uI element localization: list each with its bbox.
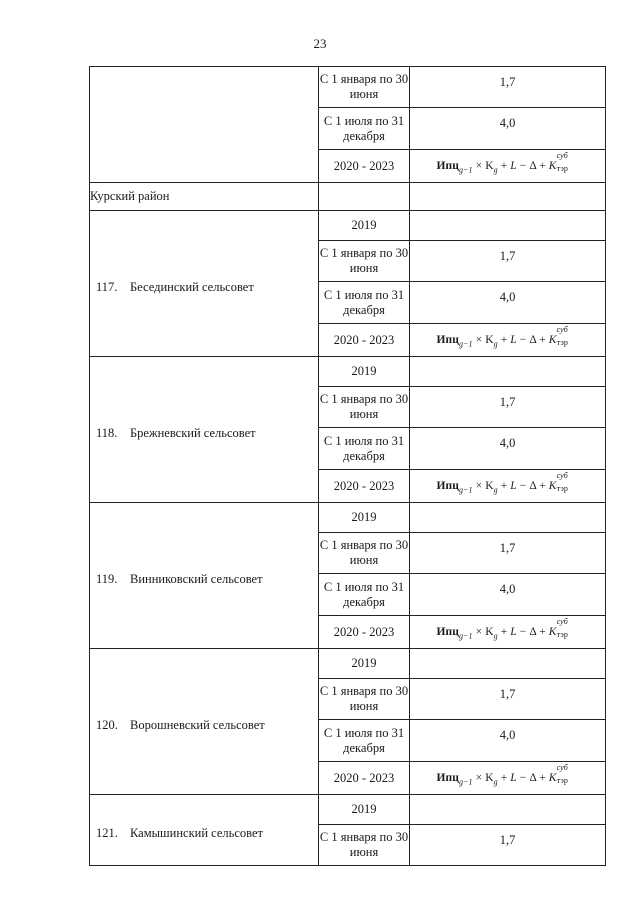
period-text: С 1 июля по 31 декабря <box>323 433 405 463</box>
tariff-formula: $Ипц_{g-1} \times K_g + L - \Delta + K$ суб тэр <box>436 471 568 495</box>
period-text: С 1 июля по 31 декабря <box>323 725 405 755</box>
period-cell <box>319 324 410 357</box>
period-text: 2020 - 2023 <box>333 158 395 173</box>
year-cell <box>319 503 410 533</box>
period-text: 2020 - 2023 <box>333 332 395 347</box>
tariff-table <box>89 66 606 866</box>
entity-name-cell <box>90 649 319 795</box>
page-number: 23 <box>313 36 327 51</box>
value-cell <box>410 762 606 795</box>
year-cell <box>319 211 410 241</box>
year-text: 2019 <box>351 218 377 232</box>
period-cell <box>319 616 410 649</box>
entity-number: 117. <box>96 279 118 294</box>
year-cell <box>319 357 410 387</box>
table-row <box>90 211 606 241</box>
entity-name-cell <box>90 211 319 357</box>
entity-number: 121. <box>96 826 118 840</box>
period-cell <box>319 282 410 324</box>
tariff-formula: $Ипц_{g-1} \times K_g + L - \Delta + K$ суб тэр <box>436 151 568 175</box>
entity-name-cell <box>90 357 319 503</box>
value-cell <box>410 67 606 108</box>
value-text: 1,7 <box>499 687 516 701</box>
value-cell <box>410 795 606 825</box>
value-cell <box>410 574 606 616</box>
value-text: 1,7 <box>499 395 516 409</box>
entity-name: Ворошневский сельсовет <box>130 717 265 732</box>
period-cell <box>319 762 410 795</box>
period-cell <box>319 183 410 211</box>
table-row <box>90 795 606 825</box>
period-cell <box>319 387 410 428</box>
period-cell <box>319 825 410 866</box>
value-text: 1,7 <box>499 833 516 847</box>
value-cell <box>410 387 606 428</box>
period-text: С 1 июля по 31 декабря <box>323 287 405 317</box>
value-text: 1,7 <box>499 249 516 263</box>
year-text: 2019 <box>351 510 377 524</box>
entity-number: 119. <box>96 571 118 586</box>
period-cell <box>319 533 410 574</box>
period-text: 2020 - 2023 <box>333 770 395 785</box>
period-text: С 1 января по 30 июня <box>319 830 409 859</box>
period-text: С 1 января по 30 июня <box>319 246 409 275</box>
value-cell <box>410 470 606 503</box>
value-cell <box>410 428 606 470</box>
period-cell <box>319 67 410 108</box>
value-cell <box>410 183 606 211</box>
entity-number: 120. <box>96 717 118 732</box>
value-cell <box>410 503 606 533</box>
table-row <box>90 67 606 108</box>
entity-name: Бесединский сельсовет <box>130 279 254 294</box>
value-text: 4,0 <box>499 728 516 742</box>
period-text: С 1 января по 30 июня <box>319 538 409 567</box>
period-cell <box>319 150 410 183</box>
value-text: 4,0 <box>499 116 516 130</box>
period-cell <box>319 679 410 720</box>
period-cell <box>319 428 410 470</box>
tariff-formula: $Ипц_{g-1} \times K_g + L - \Delta + K$ суб тэр <box>436 325 568 349</box>
region-row <box>90 183 606 211</box>
value-cell <box>410 533 606 574</box>
entity-name: Камышинский сельсовет <box>130 826 263 840</box>
value-cell <box>410 357 606 387</box>
year-cell <box>319 649 410 679</box>
region-name-cell <box>90 183 319 211</box>
value-cell <box>410 825 606 866</box>
period-text: 2020 - 2023 <box>333 478 395 493</box>
value-text: 1,7 <box>499 75 516 89</box>
value-text: 1,7 <box>499 541 516 555</box>
value-text: 4,0 <box>499 436 516 450</box>
period-cell <box>319 241 410 282</box>
period-text: С 1 июля по 31 декабря <box>323 579 405 609</box>
value-cell <box>410 720 606 762</box>
period-text: С 1 января по 30 июня <box>319 684 409 713</box>
entity-name-cell <box>90 795 319 866</box>
table-row <box>90 649 606 679</box>
period-text: С 1 января по 30 июня <box>319 72 409 101</box>
year-text: 2019 <box>351 802 377 816</box>
value-cell <box>410 150 606 183</box>
period-cell <box>319 720 410 762</box>
year-text: 2019 <box>351 364 377 378</box>
value-cell <box>410 616 606 649</box>
region-name: Курский район <box>90 189 170 203</box>
value-cell <box>410 282 606 324</box>
period-text: 2020 - 2023 <box>333 624 395 639</box>
entity-number: 118. <box>96 425 118 440</box>
value-cell <box>410 211 606 241</box>
value-cell <box>410 108 606 150</box>
entity-name-cell <box>90 503 319 649</box>
entity-name: Брежневский сельсовет <box>130 425 256 440</box>
tariff-formula: $Ипц_{g-1} \times K_g + L - \Delta + K$ суб тэр <box>436 617 568 641</box>
year-cell <box>319 795 410 825</box>
table-row <box>90 357 606 387</box>
value-cell <box>410 679 606 720</box>
tariff-formula: $Ипц_{g-1} \times K_g + L - \Delta + K$ суб тэр <box>436 763 568 787</box>
period-cell <box>319 470 410 503</box>
value-cell <box>410 649 606 679</box>
value-text: 4,0 <box>499 290 516 304</box>
period-cell <box>319 108 410 150</box>
continuation-name-cell <box>90 67 319 183</box>
period-cell <box>319 574 410 616</box>
value-cell <box>410 324 606 357</box>
period-text: С 1 июля по 31 декабря <box>323 113 405 143</box>
year-text: 2019 <box>351 656 377 670</box>
table-row <box>90 503 606 533</box>
value-cell <box>410 241 606 282</box>
value-text: 4,0 <box>499 582 516 596</box>
period-text: С 1 января по 30 июня <box>319 392 409 421</box>
entity-name: Винниковский сельсовет <box>130 571 263 586</box>
